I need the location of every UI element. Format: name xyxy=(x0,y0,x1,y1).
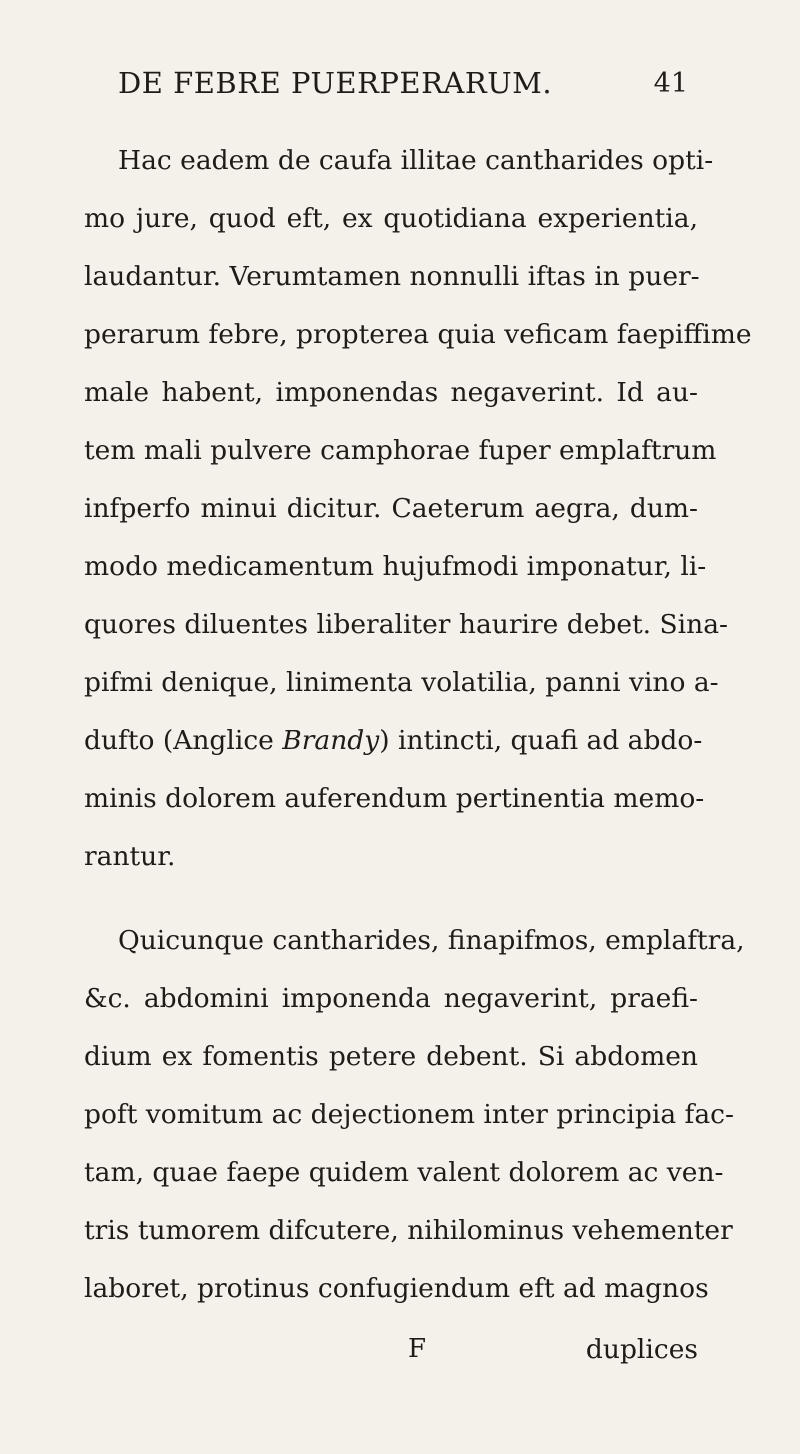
text-line: dium ex fomentis petere debent. Si abdomen xyxy=(84,1041,698,1072)
text-line: laboret, protinus confugiendum eft ad magnos xyxy=(84,1273,709,1304)
text-line: modo medicamentum hujufmodi imponatur, li- xyxy=(84,551,707,582)
text-line: pifmi denique, linimenta volatilia, panni vino a- xyxy=(84,667,719,698)
text-line: poft vomitum ac dejectionem inter principia fac- xyxy=(84,1099,734,1130)
text-line: tam, quae faepe quidem valent dolorem ac ven- xyxy=(84,1157,724,1188)
text-line: perarum febre, propterea quia veficam faepiffime xyxy=(84,319,752,350)
text-segment: dufto (Anglice xyxy=(84,725,283,756)
text-line: quores diluentes liberaliter haurire debet. Sina- xyxy=(84,609,728,640)
text-line: mo jure, quod eft, ex quotidiana experientia, xyxy=(84,203,698,234)
text-line: Hac eadem de caufa illitae cantharides opti- xyxy=(118,145,714,176)
text-line: Quicunque cantharides, finapifmos, emplaftra, xyxy=(118,925,745,956)
text-line xyxy=(84,725,703,756)
text-line: tem mali pulvere camphorae fuper emplaftrum xyxy=(84,435,717,466)
running-head xyxy=(118,66,688,110)
italic-word: Brandy xyxy=(282,725,380,756)
running-title: DE FEBRE PUERPERARUM. xyxy=(118,66,553,100)
text-segment: ) intincti, quafi ad abdo- xyxy=(379,725,703,756)
text-line: tris tumorem difcutere, nihilominus vehementer xyxy=(84,1215,733,1246)
page-number: 41 xyxy=(653,68,688,99)
text-line: infperfo minui dicitur. Caeterum aegra, dum- xyxy=(84,493,698,524)
text-line: male habent, imponendas negaverint. Id au- xyxy=(84,377,698,408)
text-line: rantur. xyxy=(84,841,176,872)
signature-mark: F xyxy=(408,1334,427,1364)
text-line: &c. abdomini imponenda negaverint, praefi- xyxy=(84,983,698,1014)
catchword: duplices xyxy=(585,1334,698,1365)
text-line: laudantur. Verumtamen nonnulli iftas in puer- xyxy=(84,261,700,292)
text-line: minis dolorem auferendum pertinentia memo- xyxy=(84,783,705,814)
